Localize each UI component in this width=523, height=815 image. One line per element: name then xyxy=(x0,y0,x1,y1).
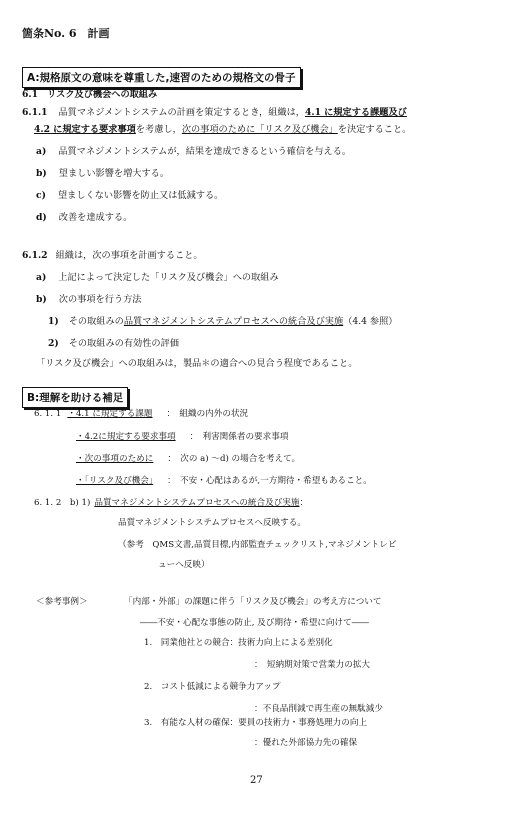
example-label: ＜参考事例＞ xyxy=(36,597,88,607)
list-item xyxy=(36,293,141,306)
heading-6-1: 6.1 リスク及び機会への取組み xyxy=(22,89,158,100)
para-number: 6.1.2 xyxy=(22,250,48,261)
list-marker: a) xyxy=(36,146,47,157)
supplement-row xyxy=(76,431,288,443)
list-item xyxy=(36,145,351,158)
para-text: を決定すること。 xyxy=(337,124,412,135)
list-item xyxy=(36,167,169,180)
list-marker: c) xyxy=(36,190,46,201)
section-b-title: B:理解を助ける補足 xyxy=(22,387,128,408)
list-marker: b) xyxy=(36,168,47,179)
para-number: 6. 1. 2 b) 1) xyxy=(34,498,91,508)
supplement-text: 品質マネジメントシステムプロセスへ反映する。 xyxy=(118,518,306,528)
underlined-ref: 品質マネジメントシステムプロセスへの統合及び実施 xyxy=(123,316,344,327)
term: ・4.1 に規定する課題 xyxy=(67,409,153,419)
list-marker: 1) xyxy=(48,316,59,327)
sub-list-item xyxy=(48,337,179,350)
supplement-note: ューへ反映） xyxy=(158,560,210,570)
para-6-1-1-line1 xyxy=(22,106,407,119)
para-text: 組織は，次の事項を計画すること。 xyxy=(55,250,203,261)
para-6-1-1-line2 xyxy=(34,123,411,136)
example-heading: 「内部・外部」の課題に伴う「リスク及び機会」の考え方について xyxy=(124,597,382,607)
list-marker: 2) xyxy=(48,338,59,349)
example-item: ：不良品削減で再生産の無駄減少 xyxy=(254,704,383,714)
supplement-row xyxy=(76,475,372,487)
definition: ： 組織の内外の状況 xyxy=(166,409,249,419)
list-item xyxy=(36,211,132,224)
underlined-ref: 次の事項のために「リスク及び機会」 xyxy=(181,124,338,135)
list-text: 品質マネジメントシステムが，結果を達成できるという確信を与える。 xyxy=(58,146,352,157)
list-text: 上記によって決定した「リスク及び機会」への取組み xyxy=(58,272,279,283)
list-marker: b) xyxy=(36,294,47,305)
list-text: （4.4 参照） xyxy=(343,316,398,327)
definition: ： 不安・心配はあるが,一方期待・希望もあること。 xyxy=(167,476,372,486)
list-marker: d) xyxy=(36,212,47,223)
list-text: その取組みの有効性の評価 xyxy=(68,338,179,349)
supplement-row xyxy=(34,497,308,509)
supplement-row xyxy=(34,408,248,420)
example-subheading: ――不安・心配な事態の防止, 及び期待・希望に向けて―― xyxy=(140,618,369,628)
clause-header: 箇条No. 6 計画 xyxy=(22,27,110,40)
para-text: を考慮し， xyxy=(135,124,182,135)
list-text: 望ましくない影響を防止又は低減する。 xyxy=(57,190,224,201)
term: ・「リスク及び機会」 xyxy=(76,476,154,486)
para-text: 品質マネジメントシステムの計画を策定するとき，組織は， xyxy=(58,107,305,118)
list-text: 次の事項を行う方法 xyxy=(58,294,142,305)
list-text: 改善を達成する。 xyxy=(58,212,133,223)
para-number: 6. 1. 1 xyxy=(34,409,62,419)
list-text: 望ましい影響を増大する。 xyxy=(58,168,170,179)
section-a-title: A:規格原文の意味を尊重した,速習のための規格文の骨子 xyxy=(22,67,301,88)
list-marker: a) xyxy=(36,272,47,283)
sub-list-item xyxy=(48,315,397,328)
example-item: 1. 同業他社との競合：技術力向上による差別化 xyxy=(144,638,333,648)
underlined-ref: 4.1 に規定する課題及び xyxy=(305,107,407,118)
term: ・4.2に規定する要求事項 xyxy=(76,432,176,442)
term: ・次の事項のために xyxy=(76,454,154,464)
page-number: 27 xyxy=(250,775,263,786)
definition: ： xyxy=(299,498,309,508)
list-item xyxy=(36,271,279,284)
list-text: その取組みの xyxy=(68,316,124,327)
term: 品質マネジメントシステムプロセスへの統合及び実施 xyxy=(94,498,300,508)
underlined-ref: 4.2 に規定する要求事項 xyxy=(34,124,136,135)
example-item: ：優れた外部協力先の確保 xyxy=(254,738,358,748)
para-6-1-2 xyxy=(22,249,203,262)
definition: ： 次の a) ～d) の場合を考えて。 xyxy=(167,454,301,464)
example-item: 3. 有能な人材の確保：要員の技術力・事務処理力の向上 xyxy=(144,718,368,728)
para-number: 6.1.1 xyxy=(22,107,48,118)
definition: ： 利害関係者の要求事項 xyxy=(189,432,289,442)
note-text: 「リスク及び機会」への取組みは，製品＊の適合への見合う程度であること。 xyxy=(36,358,358,369)
example-item: ： 短納期対策で営業力の拡大 xyxy=(254,660,371,670)
supplement-row xyxy=(76,453,300,465)
supplement-note: （参考 QMS文書,品質目標,内部監査チェックリスト,マネジメントレビ xyxy=(118,540,397,550)
list-item xyxy=(36,189,223,202)
example-item: 2. コスト低減による競争力アップ xyxy=(144,682,281,692)
